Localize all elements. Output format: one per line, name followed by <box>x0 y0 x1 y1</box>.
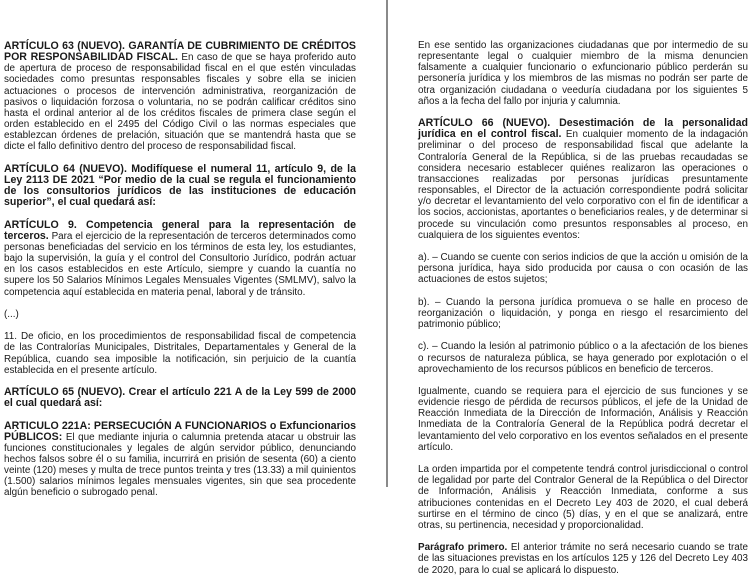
article-9 <box>4 220 356 298</box>
intro-paragraph: En ese sentido las organizaciones ciudadanas que por intermedio de su representante legal o cualquier miembro de la misma denuncien falsamente a cualquier funcionario o exfuncionario público perderán su personería jurídica y los miembros de las mismas no podrán ser parte de otra organización ciudadana o veeduría ciudadana por los siguientes 5 años a la fecha del fallo por injuria y calumnia. <box>418 40 748 107</box>
document-page-left <box>0 0 387 499</box>
item-11: 11. De oficio, en los procedimientos de responsabilidad fiscal de competencia de las Contralorías Municipales, Distritales, Departamentales y General de la República, cuando sea imposible la notificación, sin perjuicio de la cuantía establecida en el presente artículo. <box>4 331 356 376</box>
paragrafo-primero <box>418 542 748 575</box>
orden-paragraph: La orden impartida por el competente tendrá control jurisdiccional o control de legalidad por parte del Contralor General de la República o del Director de Información, Análisis y Reacción Inmediata, conforme a sus atribuciones contenidas en el Decreto Ley 403 de 2020, el cual deberá surtirse en el término de cinco (5) días, y en el que se analizará, entre otras, su pertinencia, necesidad y proporcionalidad. <box>418 464 748 531</box>
article-65-title: ARTÍCULO 65 (NUEVO). Crear el artículo 221 A de la Ley 599 de 2000 el cual quedará así: <box>4 386 356 410</box>
paragrafo-body: El anterior trámite no será necesario cuando se trate de las situaciones previstas en los artículos 125 y 126 del Decreto Ley 403 de 2020, para lo cual se aplicará lo dispuesto. <box>418 542 748 576</box>
article-221a-title: ARTICULO 221A: PERSECUCIÓN A FUNCIONARIOS o Exfuncionarios PÚBLICOS: <box>4 419 356 443</box>
article-66 <box>418 118 748 241</box>
right-page-text <box>418 40 748 587</box>
article-65 <box>4 387 356 409</box>
article-64-title: ARTÍCULO 64 (NUEVO). Modifíquese el numeral 11, artículo 9, de la Ley 2113 DE 2021 “Por medio de la cual se regula el funcionamiento de los consultorios jurídicos de las instituciones de educación superior”, el cual quedará así: <box>4 162 356 209</box>
article-9-body: Para el ejercicio de la representación de terceros determinados como personas beneficiadas del servicio en los términos de esta ley, los estudiantes, bajo la supervisión, la guía y el control del Consultorio Jurídico, podrán actuar en los casos establecidos en este Artículo, siempre y cuando la cuantía no supere los 50 Salarios Mínimos Legales Mensuales Vigentes (SMLMV), salvo la competencia aquí establecida en materia penal, laboral y de tránsito. <box>4 230 357 298</box>
article-63-title: ARTÍCULO 63 (NUEVO). GARANTÍA DE CUBRIMIENTO DE CRÉDITOS POR RESPONSABILIDAD FISCAL. <box>4 40 356 64</box>
article-66-title: ARTÍCULO 66 (NUEVO). Desestimación de la personalidad jurídica en el control fiscal. <box>418 117 748 141</box>
item-b: b). – Cuando la persona jurídica promueva o se halle en proceso de reorganización o liquidación, y ponga en riesgo el resarcimiento del patrimonio público; <box>418 296 748 330</box>
item-a: a). – Cuando se cuente con serios indicios de que la acción u omisión de la persona jurídica, haya sido producida por causa o con ocasión de las actuaciones de estos sujetos; <box>418 252 748 286</box>
item-c: c). – Cuando la lesión al patrimonio público o a la afectación de los bienes o recursos de naturaleza pública, se haya generado por explotación o el aprovechamiento de los recursos públicos en beneficio de terceros. <box>418 341 748 375</box>
document-page-right <box>388 0 748 576</box>
article-64 <box>4 164 356 209</box>
left-page-text <box>4 41 356 510</box>
paragrafo-title: Parágrafo primero. <box>418 542 508 554</box>
article-9-title: ARTÍCULO 9. Competencia general para la representación de terceros. <box>4 218 356 242</box>
igualmente-paragraph: Igualmente, cuando se requiera para el ejercicio de sus funciones y se evidencie riesgo de pérdida de recursos públicos, el jefe de la Unidad de Reacción Inmediata de la Dirección de Información, Análisis y Reacción Inmediata de la Contraloría General de la República podrá decretar el levantamiento del velo corporativo en los eventos señalados en el presente artículo. <box>418 386 748 453</box>
article-63 <box>4 41 356 153</box>
article-221a-body: El que mediante injuria o calumnia pretenda atacar u obstruir las funciones constitucionales y legales de algún servidor público, denunciando hechos falsos sobre él o su familia, incurrirá en prisión de sesenta (60) a ciento veinte (120) meses y multa de trece puntos treinta y tres (13.33) a mil quinientos (1.500) salarios mínimos legales mensuales vigentes, sin que sea procedente algún beneficio o subrogado penal. <box>4 431 356 499</box>
ellipsis: (...) <box>4 308 19 320</box>
article-63-body: En caso de que se haya proferido auto de apertura de proceso de responsabilidad fiscal en el que estén vinculadas sociedades como presuntas responsables fiscales y sobre ella se inicien actuaciones o procesos de intervención administrativa, reorganización de pasivos o liquidación forzosa o voluntaria, no se podrán calificar créditos sino hasta el ordinal anterior al de los créditos fiscales de primera clase según el orden establecido en el 2495 del Código Civil o las normas especiales que establezcan órdenes de prelación, situación que se mantendrá hasta que se dicte el fallo definitivo dentro del proceso de responsabilidad fiscal. <box>4 52 356 153</box>
article-66-body: En cualquier momento de la indagación preliminar o del proceso de responsabilidad fiscal que adelante la Contraloría General de la República, si de las pruebas recaudadas se considera necesario establecer quiénes realizaron las operaciones o transacciones realizadas por personas jurídicas presuntamente responsables, el Director de la actuación correspondiente podrá solicitar y/o decretar el levantamiento del velo corporativo con el fin de identificar a los socios, accionistas, aportantes o beneficiarios reales, y de determinar si procede su vinculación como presuntos responsables al proceso, en cualquiera de los siguientes eventos: <box>418 129 748 241</box>
article-221a <box>4 421 356 499</box>
